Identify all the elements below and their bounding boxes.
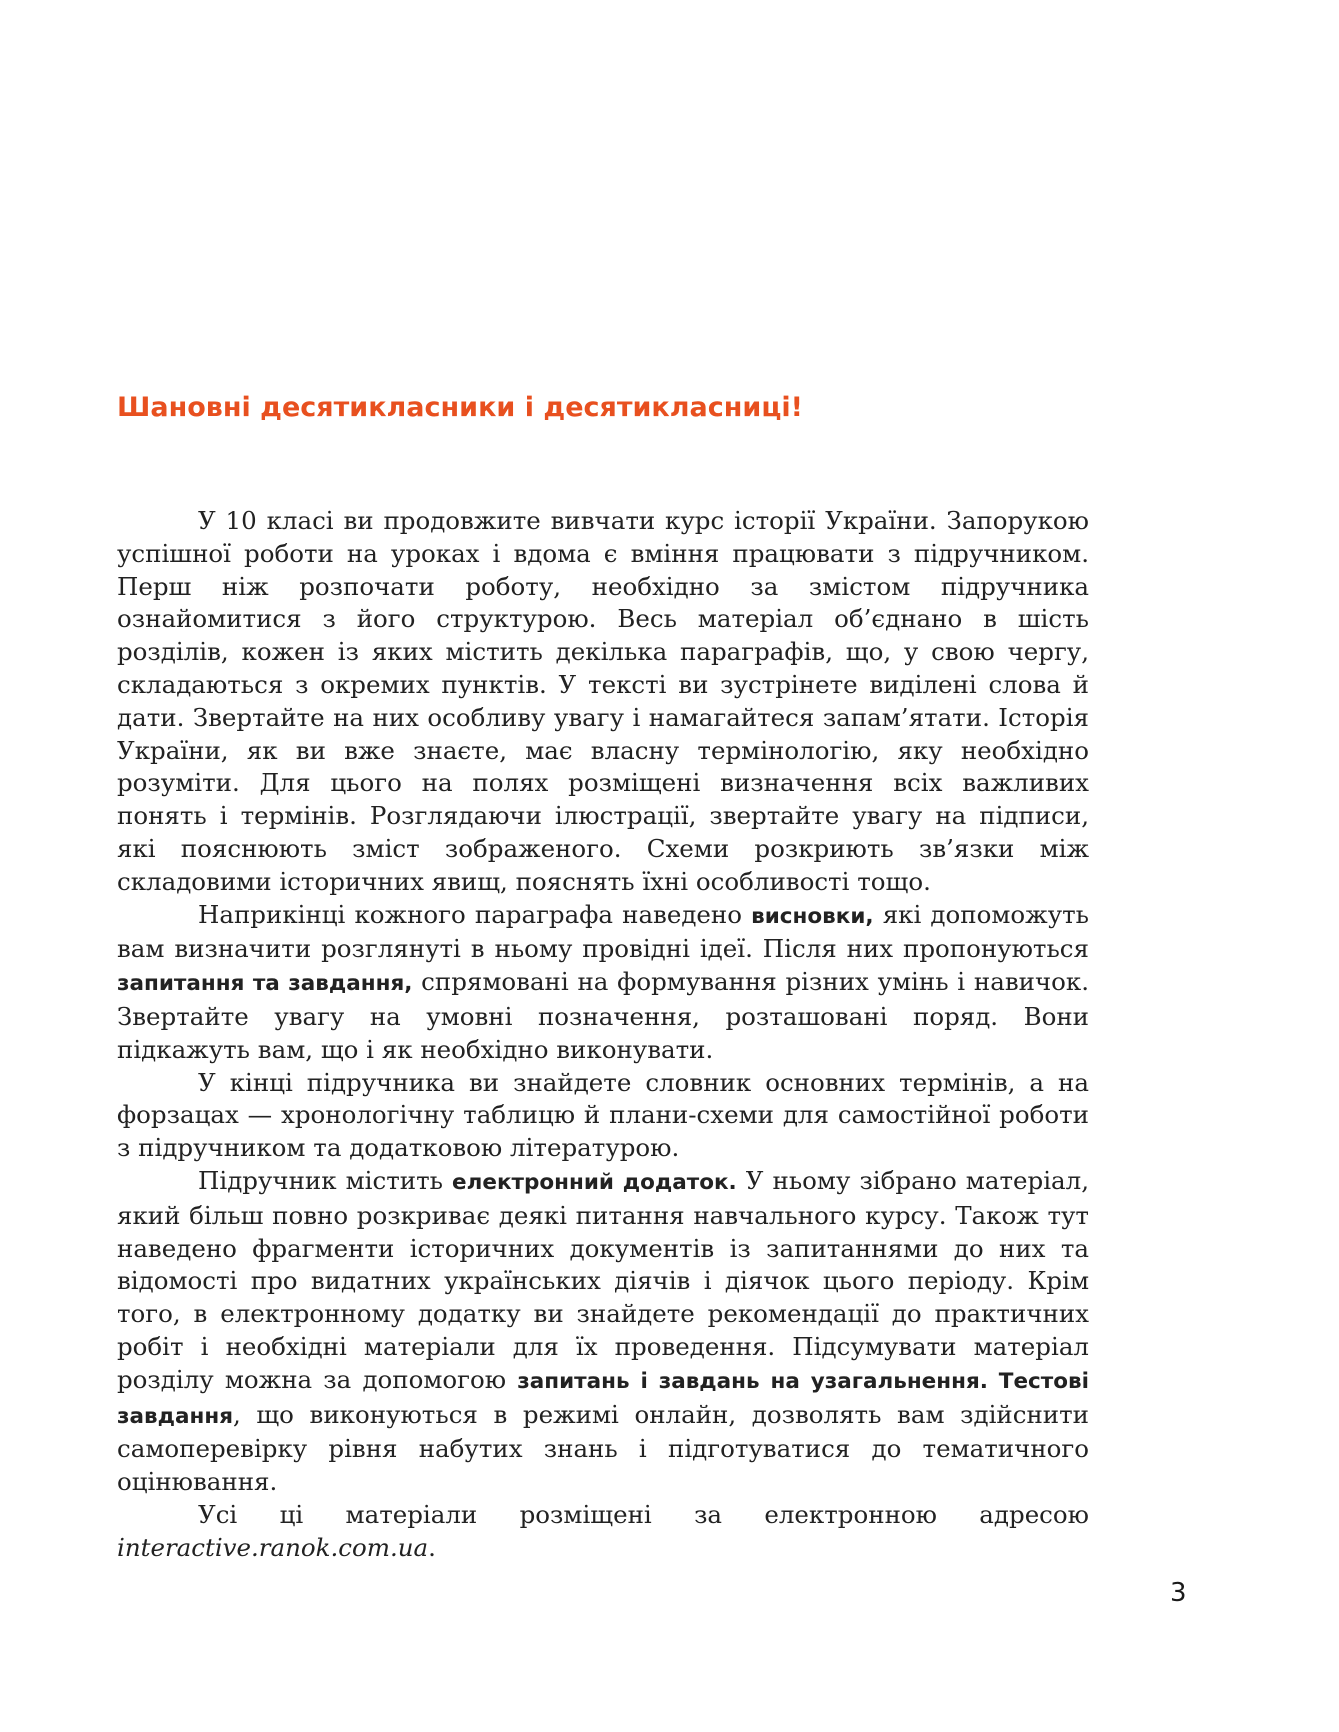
paragraph-e-supplement bbox=[117, 1165, 1089, 1499]
text-run: , що виконуються в режимі онлайн, дозволять вам здійснити самоперевірку рівня набутих знань і підготуватися до тематичного оцінювання. bbox=[117, 1399, 1089, 1497]
paragraph-conclusions bbox=[117, 899, 1089, 1067]
text-run: У 10 класі ви продовжите вивчати курс історії України. Запорукою успішної роботи на уроках і вдома є вміння працювати з підручником. Перш ніж розпочати роботу, необхідно за змістом підручника ознайомитися з його структурою. Весь матеріал об’єднано в шість розділів, кожен із яких містить декілька параграфів, що, у свою чергу, складаються з окремих пунктів. У тексті ви зустрінете виділені слова й дати. Звертайте на них особливу увагу і намагайтеся запам’ятати. Історія України, як ви вже знаєте, має власну термінологію, яку необхідно розуміти. Для цього на полях розміщені визначення всіх важливих понять і термінів. Розглядаючи ілюстрації, звертайте увагу на підписи, які пояснюють зміст зображеного. Схеми розкриють зв’язки між складовими історичних явищ, пояснять їхні особливості тощо. bbox=[117, 506, 1089, 896]
highlighted-term: запитання та завдання, bbox=[117, 971, 413, 997]
highlighted-term: запитань і завдань на узагальнення. Тестові завдання bbox=[117, 1368, 1090, 1429]
highlighted-term: електронний додаток. bbox=[452, 1169, 737, 1195]
web-address: interactive.ranok.com.ua bbox=[117, 1532, 429, 1562]
paragraph-intro bbox=[117, 505, 1089, 899]
text-run: У ньому зібрано матеріал, який більш повно розкриває деякі питання навчального курсу. Також тут наведено фрагменти історичних документів із запитаннями до них та відомості про видатних українських діячів і діячок цього періоду. Крім того, в електронному додатку ви знайдете рекомендації до практичних робіт і необхідні матеріали для їх проведення. Підсумувати матеріал розділу можна за допомогою bbox=[117, 1165, 1089, 1394]
page-heading: Шановні десятикласники і десятикласниці! bbox=[117, 392, 803, 423]
paragraph-web-address bbox=[117, 1499, 1089, 1565]
text-run: . bbox=[428, 1532, 436, 1562]
text-run: Усі ці матеріали розміщені за електронною адресою bbox=[198, 1499, 1089, 1529]
text-run: які допоможуть вам визначити розглянуті в ньому провідні ідеї. Після них пропонуються bbox=[117, 899, 1089, 964]
paragraph-glossary bbox=[117, 1067, 1089, 1165]
text-run: спрямовані на формування різних умінь і навичок. Звертайте увагу на умовні позначення, розташовані поряд. Вони підкажуть вам, що і як необхідно виконувати. bbox=[117, 967, 1089, 1064]
body-text bbox=[117, 505, 1089, 1565]
text-run: Наприкінці кожного параграфа наведено bbox=[198, 899, 752, 929]
page-number: 3 bbox=[1170, 1578, 1187, 1608]
text-run: Підручник містить bbox=[198, 1165, 453, 1195]
text-run: У кінці підручника ви знайдете словник основних термінів, а на форзацах — хронологічну таблицю й плани-схеми для самостійної роботи з підручником та додатковою літературою. bbox=[117, 1067, 1089, 1163]
highlighted-term: висновки, bbox=[751, 903, 874, 929]
